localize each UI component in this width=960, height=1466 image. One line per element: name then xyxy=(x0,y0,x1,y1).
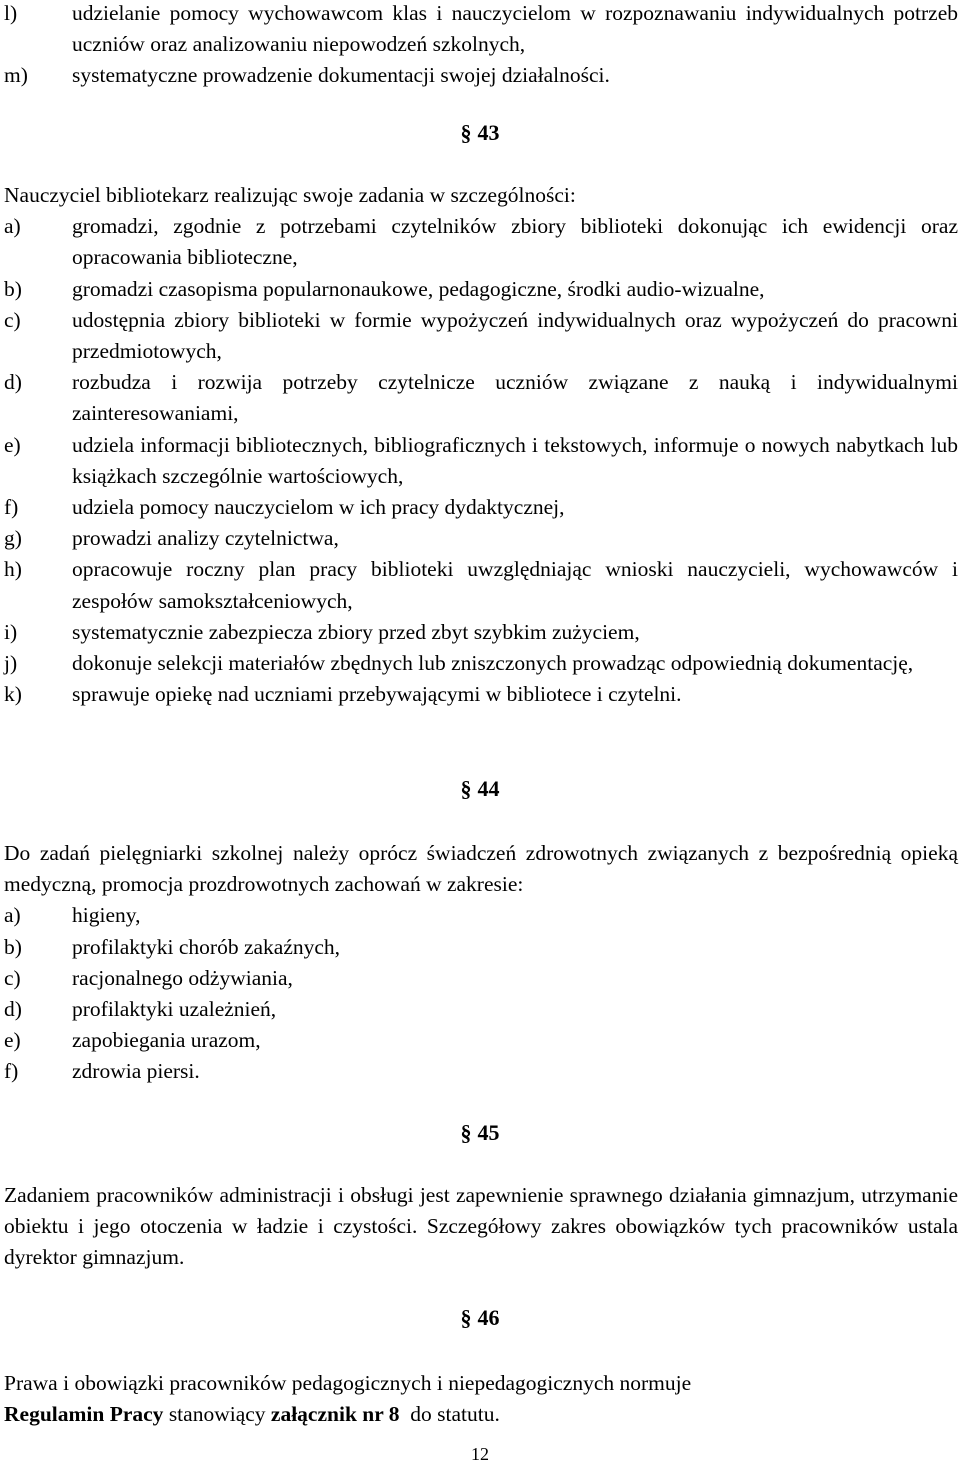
section-46-line1: Prawa i obowiązki pracowników pedagogicznych i niepedagogicznych normuje xyxy=(4,1371,692,1395)
section-45-text: Zadaniem pracowników administracji i obsługi jest zapewnienie sprawnego działania gimnazjum, utrzymanie obiektu i jego otoczenia w ładzie i czystości. Szczegółowy zakres obowiązków tych pracowników ustala dyrektor gimnazjum. xyxy=(4,1183,958,1270)
list-marker: f) xyxy=(4,1059,19,1084)
list-item-text: udziela informacji bibliotecznych, bibliograficznych i tekstowych, informuje o nowych nabytkach lub książkach szczególnie wartościowych, xyxy=(72,432,958,488)
section-46-line2 xyxy=(4,1399,958,1430)
list-item xyxy=(4,679,958,710)
list-item-text: profilaktyki uzależnień, xyxy=(72,997,277,1022)
section-43-body xyxy=(4,180,958,710)
section-number: 44 xyxy=(477,776,500,801)
list-item xyxy=(4,0,958,60)
list-marker: c) xyxy=(4,965,21,990)
section-44-body xyxy=(4,838,958,1088)
list-item-text: dokonuje selekcji materiałów zbędnych lub zniszczonych prowadząc odpowiednią dokumentację, xyxy=(72,651,914,676)
list-item-text: sprawuje opiekę nad uczniami przebywającymi w bibliotece i czytelni. xyxy=(72,682,682,707)
section-number: 43 xyxy=(477,120,500,145)
list-item xyxy=(4,994,958,1025)
list-item xyxy=(4,430,958,492)
list-marker: g) xyxy=(4,526,22,551)
list-marker: d) xyxy=(4,997,22,1022)
list-marker: e) xyxy=(4,1028,21,1053)
section-44-intro: Do zadań pielęgniarki szkolnej należy oprócz świadczeń zdrowotnych związanych z bezpośrednią opieką medyczną, promocja prozdrowotnych zachowań w zakresie: xyxy=(4,841,958,897)
section-43-heading xyxy=(0,120,960,146)
list-marker: l) xyxy=(4,1,18,25)
list-marker: c) xyxy=(4,307,21,332)
list-marker: b) xyxy=(4,934,22,959)
section-46-mid: stanowiący xyxy=(163,1402,271,1427)
list-item xyxy=(4,60,958,91)
list-item-text: gromadzi czasopisma popularnonaukowe, pedagogiczne, środki audio-wizualne, xyxy=(72,276,765,301)
list-item-text: racjonalnego odżywiania, xyxy=(72,965,293,990)
section-number: 46 xyxy=(477,1305,500,1330)
page-number: 12 xyxy=(471,1444,489,1464)
section-symbol: § xyxy=(460,1120,472,1145)
section-number: 45 xyxy=(477,1120,500,1145)
bold-reference: Regulamin Pracy xyxy=(4,1402,164,1427)
list-marker: e) xyxy=(4,432,21,457)
list-item xyxy=(4,648,958,679)
list-marker: m) xyxy=(4,63,28,88)
list-item-text: zapobiegania urazom, xyxy=(72,1028,261,1053)
section-symbol: § xyxy=(460,1305,472,1330)
section-43-intro: Nauczyciel bibliotekarz realizując swoje zadania w szczególności: xyxy=(4,183,576,207)
list-item xyxy=(4,554,958,616)
list-marker: j) xyxy=(4,651,18,676)
section-46-body xyxy=(4,1368,958,1430)
list-item-text: systematyczne prowadzenie dokumentacji swojej działalności. xyxy=(72,63,610,88)
section-46-heading xyxy=(0,1305,960,1331)
list-item xyxy=(4,963,958,994)
list-item xyxy=(4,1025,958,1056)
list-item xyxy=(4,1056,958,1087)
list-item xyxy=(4,367,958,429)
bold-attachment: załącznik nr 8 xyxy=(270,1402,400,1427)
list-item-text: systematycznie zabezpiecza zbiory przed zbyt szybkim zużyciem, xyxy=(72,619,640,644)
list-item xyxy=(4,617,958,648)
list-item-text: prowadzi analizy czytelnictwa, xyxy=(72,526,339,551)
section-45-body xyxy=(4,1180,958,1274)
section-symbol: § xyxy=(460,120,472,145)
list-item-text: udziela pomocy nauczycielom w ich pracy dydaktycznej, xyxy=(72,495,565,520)
list-item xyxy=(4,211,958,273)
list-item-text: udzielanie pomocy wychowawcom klas i nauczycielom w rozpoznawaniu indywidualnych potrzeb uczniów oraz analizowaniu niepowodzeń szkolnych, xyxy=(72,1,958,57)
list-item-text: higieny, xyxy=(72,903,141,928)
list-marker: a) xyxy=(4,903,21,928)
list-item xyxy=(4,932,958,963)
list-item-text: rozbudza i rozwija potrzeby czytelnicze uczniów związane z nauką i indywidualnymi zainteresowaniami, xyxy=(72,370,958,426)
list-item-text: opracowuje roczny plan pracy biblioteki uwzględniając wnioski nauczycieli, wychowawców i zespołów samokształceniowych, xyxy=(72,557,958,613)
list-item-text: gromadzi, zgodnie z potrzebami czytelników zbiory biblioteki dokonując ich ewidencji oraz opracowania biblioteczne, xyxy=(72,214,958,270)
list-marker: f) xyxy=(4,495,19,520)
list-item xyxy=(4,492,958,523)
section-46-end: do statutu. xyxy=(399,1402,500,1427)
list-item-text: udostępnia zbiory biblioteki w formie wypożyczeń indywidualnych oraz wypożyczeń do pracowni przedmiotowych, xyxy=(72,307,958,364)
section-44-heading xyxy=(0,776,960,802)
list-marker: d) xyxy=(4,370,22,395)
list-item-text: zdrowia piersi. xyxy=(72,1059,200,1084)
list-marker: h) xyxy=(4,557,22,582)
section-symbol: § xyxy=(460,776,472,801)
list-marker: i) xyxy=(4,619,18,644)
list-marker: a) xyxy=(4,214,21,239)
top-list xyxy=(4,0,958,92)
list-item xyxy=(4,305,958,367)
list-item xyxy=(4,523,958,554)
section-45-heading xyxy=(0,1120,960,1146)
list-marker: b) xyxy=(4,276,22,301)
list-item xyxy=(4,900,958,931)
list-item-text: profilaktyki chorób zakaźnych, xyxy=(72,934,341,959)
list-item xyxy=(4,274,958,305)
list-marker: k) xyxy=(4,682,22,707)
